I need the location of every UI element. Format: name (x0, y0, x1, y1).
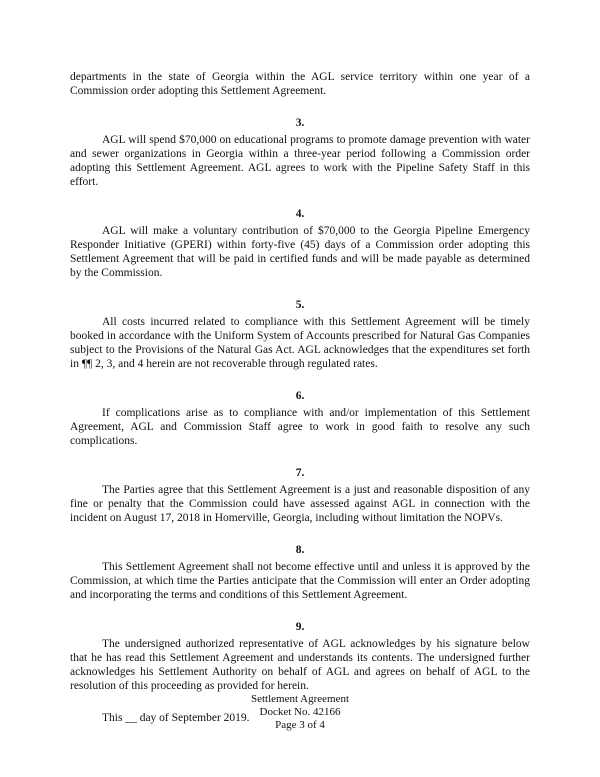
section-number: 4. (295, 208, 305, 220)
date-line: This __ day of September 2019. (102, 712, 250, 724)
section-number: 7. (295, 467, 305, 479)
intro-paragraph: departments in the state of Georgia within the AGL service territory within one year of a Commission order adopting this Settlement Agreement. (70, 71, 530, 97)
section-number: 9. (295, 621, 305, 633)
section-number: 5. (295, 299, 305, 311)
section-paragraph: AGL will spend $70,000 on educational programs to promote damage prevention with water and sewer organizations in Georgia within a three-year period following a Commission order adopting this Settlement Agreement. AGL agrees to work with the Pipeline Safety Staff in this effort. (70, 134, 530, 188)
section-6 (70, 389, 530, 448)
page-footer (0, 693, 600, 732)
section-number: 3. (295, 117, 305, 129)
section-4 (70, 207, 530, 280)
section-number: 6. (295, 390, 305, 402)
footer-title: Settlement Agreement (250, 693, 350, 705)
section-5 (70, 298, 530, 371)
footer-page-number: Page 3 of 4 (275, 719, 325, 731)
section-8 (70, 543, 530, 602)
document-page (70, 70, 530, 725)
section-7 (70, 466, 530, 525)
section-paragraph: If complications arise as to compliance with and/or implementation of this Settlement Agreement, AGL and Commission Staff agree to work in good faith to resolve any such complications. (70, 407, 530, 447)
section-paragraph: The Parties agree that this Settlement Agreement is a just and reasonable disposition of any fine or penalty that the Commission could have assessed against AGL in connection with the incident on August 17, 2018 in Homerville, Georgia, including without limitation the NOPVs. (70, 484, 530, 524)
section-paragraph: AGL will make a voluntary contribution of $70,000 to the Georgia Pipeline Emergency Responder Initiative (GPERI) within forty-five (45) days of a Commission order adopting this Settlement Agreement that will be paid in certified funds and will be made payable as determined by the Commission. (70, 225, 530, 279)
section-9 (70, 620, 530, 693)
section-paragraph: All costs incurred related to compliance with this Settlement Agreement will be timely booked in accordance with the Uniform System of Accounts prescribed for Natural Gas Companies subject to the Provisions of the Natural Gas Act. AGL acknowledges that the expenditures set forth in ¶¶ 2, 3, and 4 herein are not recoverable through regulated rates. (70, 316, 530, 370)
footer-docket: Docket No. 42166 (259, 706, 341, 718)
section-paragraph: The undersigned authorized representative of AGL acknowledges by his signature below that he has read this Settlement Agreement and understands its contents. The undersigned further acknowledges his Settlement Authority on behalf of AGL and agrees on behalf of AGL to the resolution of this proceeding as provided for herein. (70, 638, 530, 692)
section-3 (70, 116, 530, 189)
section-paragraph: This Settlement Agreement shall not become effective until and unless it is approved by the Commission, at which time the Parties anticipate that the Commission will enter an Order adopting and incorporating the terms and conditions of this Settlement Agreement. (70, 561, 530, 601)
section-number: 8. (295, 544, 305, 556)
